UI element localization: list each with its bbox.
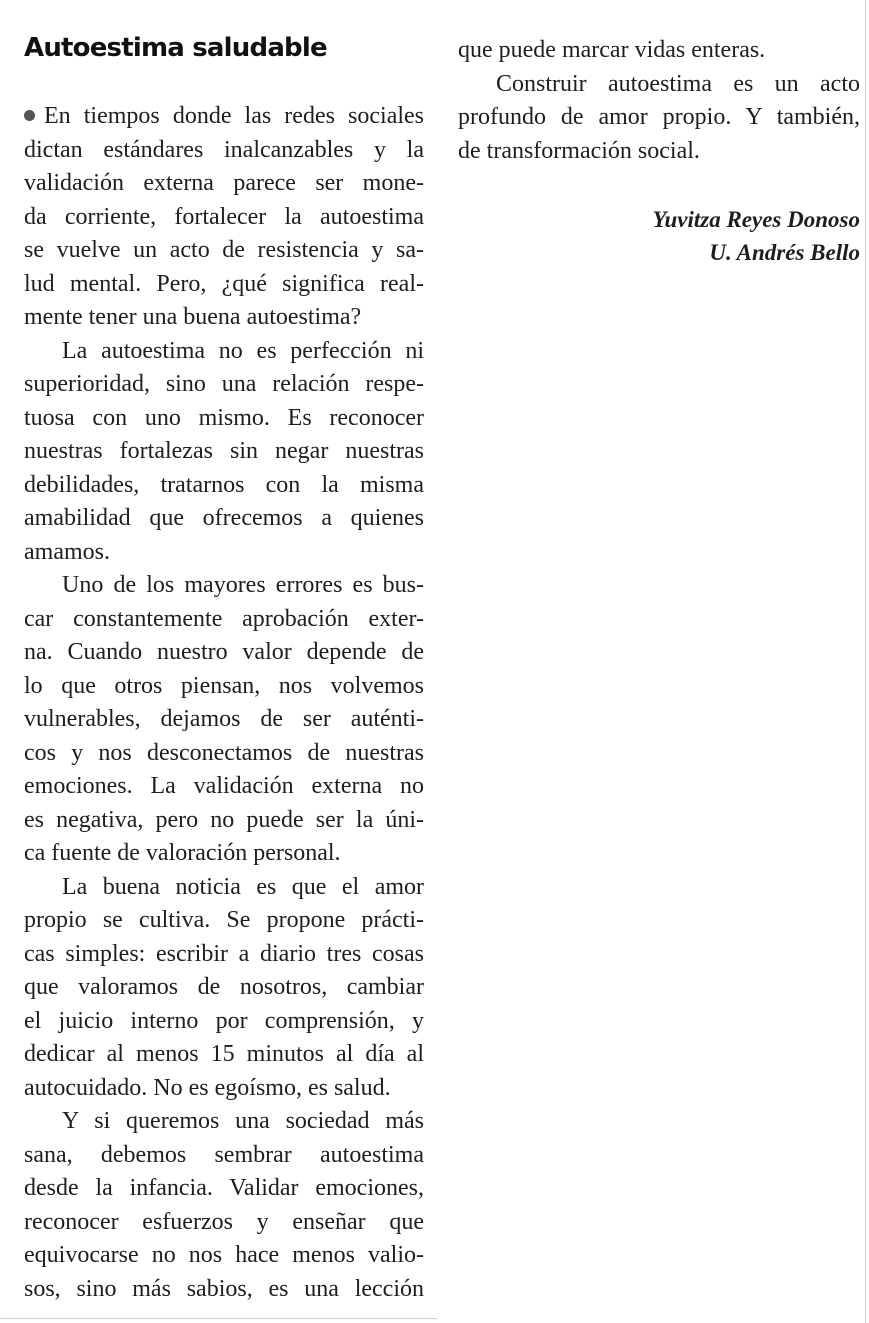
body-line: reconocer esfuerzos y enseñar que [24,1208,424,1235]
article-column-left [24,100,424,1306]
body-line: sana, debemos sembrar autoestima [24,1141,424,1168]
body-line: cas simples: escribir a diario tres cosas [24,940,424,967]
body-line: el juicio interno por comprensión, y [24,1007,424,1034]
body-line: debilidades, tratarnos con la misma [24,471,424,498]
body-line: sos, sino más sabios, es una lección [24,1275,424,1302]
body-line: que valoramos de nosotros, cambiar [24,974,424,1000]
body-line: lo que otros piensan, nos volvemos [24,672,424,699]
body-line: equivocarse no nos hace menos valio- [24,1242,424,1268]
author-affiliation: U. Andrés Bello [709,240,860,265]
body-line: se vuelve un acto de resistencia y sa- [24,237,424,263]
body-line: Uno de los mayores errores es bus- [62,572,424,598]
body-line: vulnerables, dejamos de ser auténti- [24,706,424,732]
body-line: profundo de amor propio. Y también, [458,104,860,130]
body-line: La buena noticia es que el amor [62,873,424,900]
bottom-divider [0,1318,437,1319]
body-line: Construir autoestima es un acto [496,70,860,97]
body-line: La autoestima no es perfección ni [62,337,424,364]
article-column-right [458,34,860,168]
body-line: dictan estándares inalcanzables y la [24,136,424,163]
body-line: emociones. La validación externa no [24,773,424,799]
body-line: Y si queremos una sociedad más [62,1108,424,1134]
body-line: propio se cultiva. Se propone prácti- [24,907,424,933]
body-line: ca fuente de valoración personal. [24,840,341,866]
article-title: Autoestima saludable [24,33,327,63]
body-line: de transformación social. [458,137,700,164]
body-line: nuestras fortalezas sin negar nuestras [24,438,424,464]
body-line: validación externa parece ser mone- [24,170,424,196]
body-line: es negativa, pero no puede ser la úni- [24,806,424,833]
body-line: mente tener una buena autoestima? [24,304,362,330]
body-line: cos y nos desconectamos de nuestras [24,739,424,766]
body-line: car constantemente aprobación exter- [24,605,424,632]
body-line: autocuidado. No es egoísmo, es salud. [24,1074,391,1101]
body-line: lud mental. Pero, ¿qué significa real- [24,270,424,297]
bullet-icon [24,110,35,121]
body-line: dedicar al menos 15 minutos al día al [24,1041,424,1067]
column-divider [865,0,866,1323]
body-line: En tiempos donde las redes sociales [24,100,424,134]
body-line: desde la infancia. Validar emociones, [24,1175,424,1201]
body-line: que puede marcar vidas enteras. [458,37,766,63]
body-line: na. Cuando nuestro valor depende de [24,639,424,665]
author-name: Yuvitza Reyes Donoso [652,207,860,232]
body-line: amabilidad que ofrecemos a quienes [24,505,424,531]
body-line: da corriente, fortalecer la autoestima [24,203,424,230]
body-line: superioridad, sino una relación respe- [24,371,424,397]
body-line: tuosa con uno mismo. Es reconocer [24,404,424,431]
body-line: amamos. [24,538,110,565]
